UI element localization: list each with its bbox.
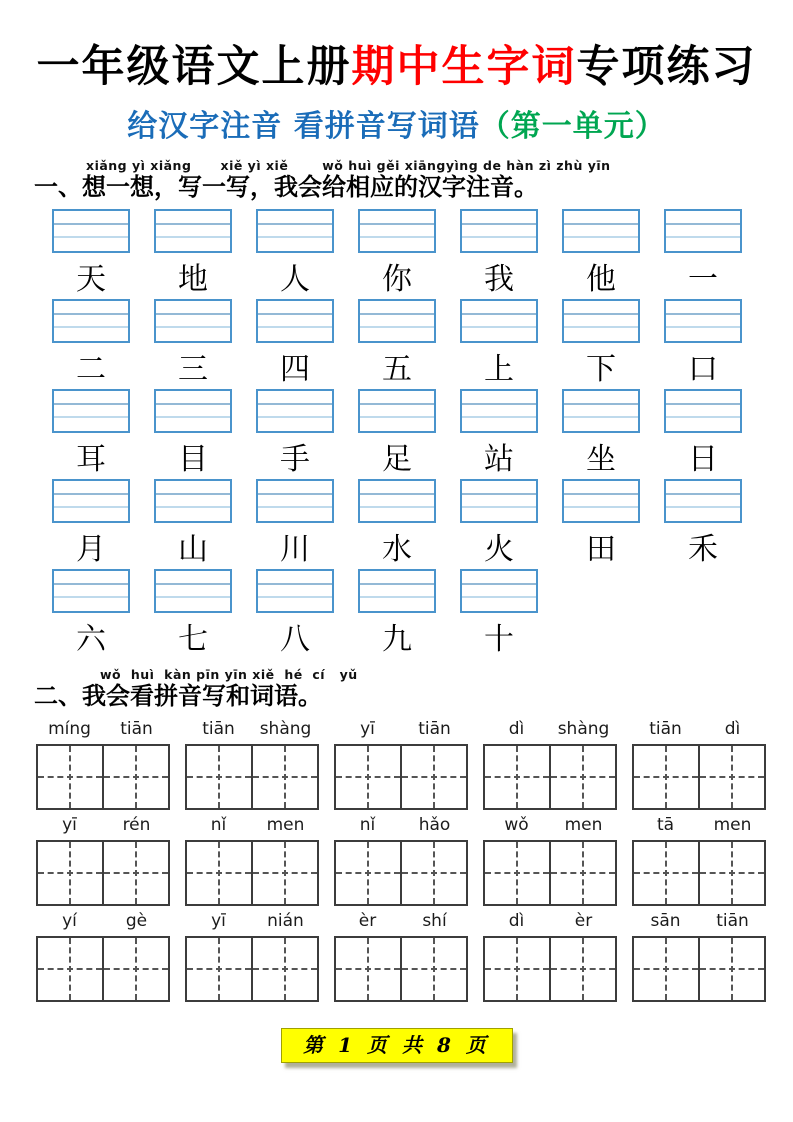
writing-cell [38,938,102,1000]
character-cell [448,209,550,299]
pinyin-syllable: yí [62,911,77,932]
writing-grid-box [632,936,766,1002]
hanzi-character: 目 [178,441,208,477]
hanzi-character: 月 [76,531,106,567]
hanzi-character: 天 [76,261,106,297]
hanzi-character: 水 [382,531,412,567]
character-cell [142,389,244,479]
character-cell [142,569,244,659]
writing-cell [549,746,615,808]
writing-cell [102,842,168,904]
pinyin-ruled-box [52,209,130,253]
writing-cell [251,938,317,1000]
character-cell [550,299,652,389]
writing-grid-box [185,744,319,810]
writing-cell [400,938,466,1000]
section1-row [40,389,754,479]
section2-row [36,813,766,906]
writing-cell [187,746,251,808]
pinyin-ruled-box [154,209,232,253]
title-part-red: 期中生字词 [351,42,577,92]
character-cell [652,569,754,659]
pinyin-syllable: tiān [649,719,682,740]
pinyin-word-labels [36,813,170,840]
title-part-black2: 专项练习 [576,42,757,92]
character-cell [244,209,346,299]
subtitle-part-blue: 给汉字注音 看拼音写词语 [127,109,480,145]
character-cell [550,569,652,659]
writing-cell [698,842,764,904]
writing-cell [400,746,466,808]
pinyin-word-labels [632,813,766,840]
word-group [36,813,170,906]
word-group [334,909,468,1002]
hanzi-character: 八 [280,621,310,657]
pinyin-ruled-box [358,389,436,433]
writing-cell [38,842,102,904]
hanzi-character: 六 [76,621,106,657]
character-cell [142,299,244,389]
writing-grid-box [334,936,468,1002]
hanzi-character: 二 [76,351,106,387]
pinyin-word-labels [334,717,468,744]
section1-row [40,479,754,569]
section1-pinyin-hint: xiǎng yì xiǎng xiě yì xiě wǒ huì gěi xiāngyìng de hàn zì zhù yīn [86,158,611,174]
pinyin-syllable: sān [650,911,681,932]
word-group [632,909,766,1002]
pinyin-syllable: tā [656,815,675,836]
writing-grid-box [483,840,617,906]
footer-page-number-text: 第 1 页 共 8 页 [303,1033,490,1058]
writing-grid-box [185,840,319,906]
word-group [185,909,319,1002]
pinyin-ruled-box [52,389,130,433]
writing-grid-box [36,744,170,810]
pinyin-ruled-box [562,299,640,343]
pinyin-syllable: shàng [557,719,610,740]
pinyin-syllable: men [564,815,603,836]
pinyin-ruled-box [256,389,334,433]
word-group [334,813,468,906]
hanzi-character: 日 [688,441,718,477]
pinyin-syllable: tiān [418,719,451,740]
character-cell [244,389,346,479]
character-cell [346,389,448,479]
character-cell [40,569,142,659]
writing-cell [634,746,698,808]
pinyin-ruled-box [52,479,130,523]
pinyin-syllable: dì [724,719,741,740]
writing-cell [251,746,317,808]
pinyin-syllable: rén [122,815,151,836]
page-title [0,0,793,91]
hanzi-character: 我 [484,261,514,297]
pinyin-word-labels [185,717,319,744]
word-group [483,717,617,810]
section2-writing-rows [36,717,766,1002]
pinyin-syllable: dì [508,911,525,932]
pinyin-word-labels [334,813,468,840]
pinyin-syllable: tiān [716,911,749,932]
hanzi-character: 上 [484,351,514,387]
character-cell [448,299,550,389]
page-subtitle [0,101,793,145]
pinyin-syllable: tiān [120,719,153,740]
character-cell [652,479,754,569]
writing-grid-box [185,936,319,1002]
character-cell [142,479,244,569]
hanzi-character: 足 [382,441,412,477]
character-cell [40,209,142,299]
writing-grid-box [334,840,468,906]
writing-cell [549,842,615,904]
character-cell [448,479,550,569]
hanzi-character: 下 [586,351,616,387]
character-cell [244,479,346,569]
hanzi-character: 地 [178,261,208,297]
writing-cell [485,842,549,904]
hanzi-character: 五 [382,351,412,387]
pinyin-ruled-box [664,479,742,523]
word-group [632,813,766,906]
writing-grid-box [36,840,170,906]
character-cell [550,389,652,479]
pinyin-syllable: shí [422,911,447,932]
pinyin-syllable: men [713,815,752,836]
section2-row [36,717,766,810]
character-cell [40,479,142,569]
pinyin-word-labels [483,813,617,840]
pinyin-word-labels [36,909,170,936]
writing-cell [336,746,400,808]
pinyin-syllable: yī [62,815,77,836]
pinyin-ruled-box [664,209,742,253]
title-part-black1: 一年级语文上册 [36,42,352,92]
pinyin-ruled-box [460,569,538,613]
hanzi-character: 坐 [586,441,616,477]
hanzi-character: 火 [484,531,514,567]
character-cell [550,479,652,569]
writing-grid-box [36,936,170,1002]
hanzi-character: 站 [484,441,514,477]
character-cell [448,569,550,659]
word-group [334,717,468,810]
character-cell [346,569,448,659]
section1-row [40,299,754,389]
hanzi-character: 他 [586,261,616,297]
hanzi-character: 手 [280,441,310,477]
pinyin-ruled-box [562,389,640,433]
pinyin-ruled-box [460,209,538,253]
pinyin-word-labels [36,717,170,744]
hanzi-character: 人 [280,261,310,297]
character-cell [652,389,754,479]
pinyin-ruled-box [562,479,640,523]
character-cell [244,569,346,659]
pinyin-ruled-box [256,209,334,253]
writing-grid-box [483,936,617,1002]
pinyin-syllable: èr [358,911,377,932]
writing-grid-box [334,744,468,810]
writing-cell [102,938,168,1000]
writing-cell [336,938,400,1000]
pinyin-ruled-box [52,569,130,613]
pinyin-ruled-box [154,479,232,523]
pinyin-word-labels [334,909,468,936]
character-cell [652,299,754,389]
writing-cell [187,842,251,904]
pinyin-syllable: wǒ [504,815,529,836]
character-cell [652,209,754,299]
pinyin-word-labels [483,717,617,744]
section2-pinyin-hint: wǒ huì kàn pīn yīn xiě hé cí yǔ [100,666,358,682]
hanzi-character: 三 [178,351,208,387]
pinyin-syllable: nǐ [210,815,227,836]
writing-cell [400,842,466,904]
pinyin-syllable: dì [508,719,525,740]
word-group [185,717,319,810]
pinyin-syllable: èr [574,911,593,932]
hanzi-character: 禾 [688,531,718,567]
pinyin-ruled-box [460,299,538,343]
pinyin-syllable: tiān [202,719,235,740]
character-cell [40,299,142,389]
writing-cell [38,746,102,808]
pinyin-ruled-box [664,389,742,433]
section1-row [40,569,754,659]
hanzi-character: 一 [688,261,718,297]
writing-cell [698,938,764,1000]
writing-cell [549,938,615,1000]
word-group [483,909,617,1002]
word-group [185,813,319,906]
pinyin-ruled-box [256,479,334,523]
pinyin-ruled-box [358,299,436,343]
writing-cell [251,842,317,904]
character-cell [346,299,448,389]
hanzi-character: 四 [280,351,310,387]
character-cell [142,209,244,299]
writing-grid-box [632,744,766,810]
pinyin-syllable: nǐ [359,815,376,836]
pinyin-syllable: men [266,815,305,836]
writing-cell [634,938,698,1000]
word-group [36,909,170,1002]
pinyin-syllable: yī [211,911,226,932]
section1-row [40,209,754,299]
page-footer-badge [281,1028,513,1063]
hanzi-character: 你 [382,261,412,297]
hanzi-character: 川 [280,531,310,567]
hanzi-character: 十 [484,621,514,657]
section2-row [36,909,766,1002]
hanzi-character: 七 [178,621,208,657]
word-group [483,813,617,906]
pinyin-ruled-box [664,299,742,343]
pinyin-syllable: hǎo [418,815,451,836]
pinyin-word-labels [483,909,617,936]
pinyin-syllable: míng [48,719,91,740]
writing-cell [187,938,251,1000]
pinyin-syllable: nián [267,911,304,932]
pinyin-ruled-box [256,299,334,343]
hanzi-character: 耳 [76,441,106,477]
section1-heading: 一、想一想，写一写，我会给相应的汉字注音。 [34,172,538,202]
pinyin-ruled-box [460,479,538,523]
character-cell [40,389,142,479]
writing-grid-box [632,840,766,906]
subtitle-part-green: （第一单元） [479,109,666,145]
pinyin-ruled-box [562,209,640,253]
hanzi-character: 口 [688,351,718,387]
word-group [36,717,170,810]
pinyin-syllable: shàng [259,719,312,740]
hanzi-character: 九 [382,621,412,657]
pinyin-ruled-box [154,389,232,433]
character-cell [550,209,652,299]
pinyin-ruled-box [358,569,436,613]
hanzi-character: 山 [178,531,208,567]
writing-cell [336,842,400,904]
pinyin-ruled-box [358,209,436,253]
pinyin-ruled-box [256,569,334,613]
pinyin-ruled-box [358,479,436,523]
pinyin-ruled-box [154,569,232,613]
character-cell [448,389,550,479]
pinyin-word-labels [185,909,319,936]
word-group [632,717,766,810]
pinyin-word-labels [185,813,319,840]
writing-cell [634,842,698,904]
pinyin-ruled-box [52,299,130,343]
pinyin-word-labels [632,909,766,936]
pinyin-word-labels [632,717,766,744]
section2-heading: 二、我会看拼音写和词语。 [34,680,322,710]
writing-grid-box [483,744,617,810]
pinyin-syllable: yī [360,719,375,740]
writing-cell [485,938,549,1000]
character-cell [346,209,448,299]
pinyin-ruled-box [154,299,232,343]
pinyin-syllable: gè [125,911,148,932]
character-cell [346,479,448,569]
pinyin-ruled-box [460,389,538,433]
hanzi-character: 田 [586,531,616,567]
section1-annotation-rows [40,209,754,659]
writing-cell [102,746,168,808]
writing-cell [485,746,549,808]
writing-cell [698,746,764,808]
character-cell [244,299,346,389]
